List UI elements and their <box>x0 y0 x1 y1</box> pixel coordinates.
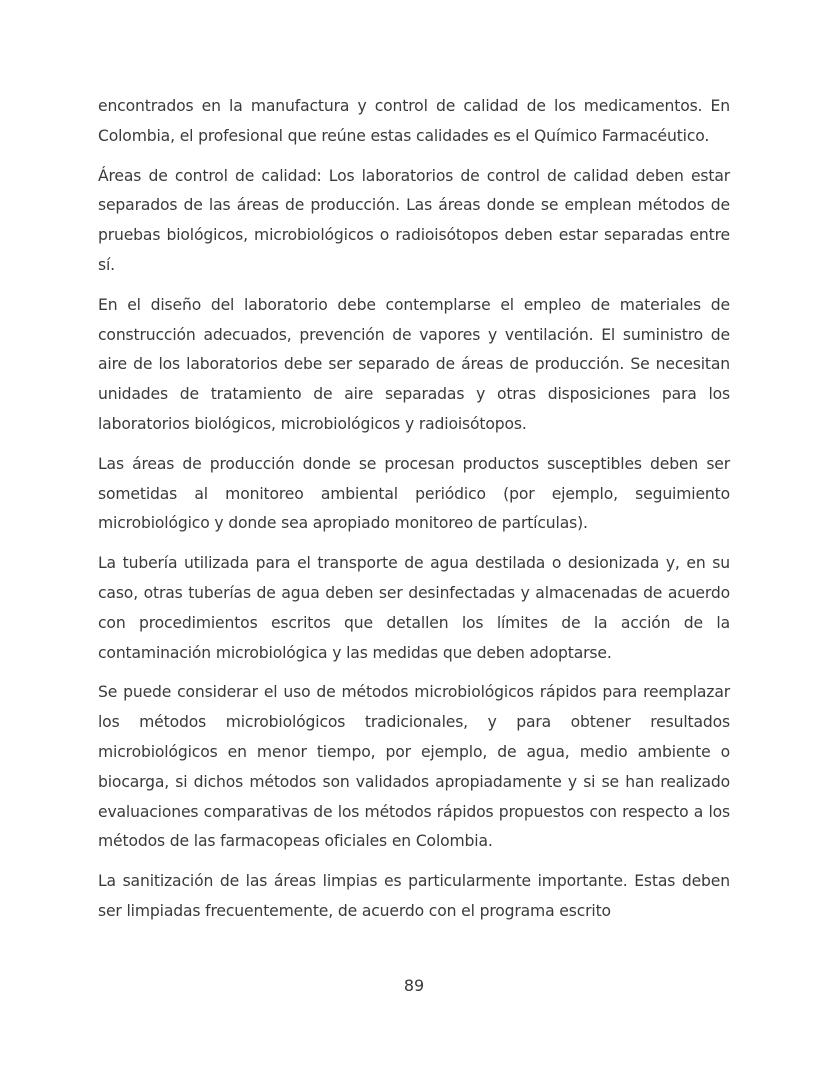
paragraph-water-pipes: La tubería utilizada para el transporte de agua destilada o desionizada y, en su caso, otras tuberías de agua deben ser desinfectadas y almacenadas de acuerdo con procedimientos escritos que detallen los límites de la acción de la contaminación microbiológica y las medidas que deben adoptarse. <box>98 554 730 662</box>
paragraph-laboratory-design: En el diseño del laboratorio debe contemplarse el empleo de materiales de construcción adecuados, prevención de vapores y ventilación. El suministro de aire de los laboratorios debe ser separado de áreas de producción. Se necesitan unidades de tratamiento de aire separadas y otras disposiciones para los laboratorios biológicos, microbiológicos y radioisótopos. <box>98 295 730 433</box>
paragraph-production-monitoring: Las áreas de producción donde se procesan productos susceptibles deben ser sometidas al monitoreo ambiental periódico (por ejemplo, seguimiento microbiológico y donde sea apropiado monitoreo de partículas). <box>98 454 730 533</box>
paragraph-sanitization: La sanitización de las áreas limpias es particularmente importante. Estas deben ser limpiadas frecuentemente, de acuerdo con el programa escrito <box>98 872 730 920</box>
paragraph-quality-control-areas: Áreas de control de calidad: Los laboratorios de control de calidad deben estar separados de las áreas de producción. Las áreas donde se emplean métodos de pruebas biológicos, microbiológicos o radioisótopos deben estar separadas entre sí. <box>98 166 730 274</box>
paragraph-continuation: encontrados en la manufactura y control de calidad de los medicamentos. En Colombia, el profesional que reúne estas calidades es el Químico Farmacéutico. <box>98 97 730 145</box>
page-number: 89 <box>403 976 425 995</box>
page-body <box>98 92 730 937</box>
paragraph-rapid-methods: Se puede considerar el uso de métodos microbiológicos rápidos para reemplazar los métodos microbiológicos tradicionales, y para obtener resultados microbiológicos en menor tiempo, por ejemplo, de agua, medio ambiente o biocarga, si dichos métodos son validados apropiadamente y si se han realizado evaluaciones comparativas de los métodos rápidos propuestos con respecto a los métodos de las farmacopeas oficiales en Colombia. <box>98 683 730 851</box>
